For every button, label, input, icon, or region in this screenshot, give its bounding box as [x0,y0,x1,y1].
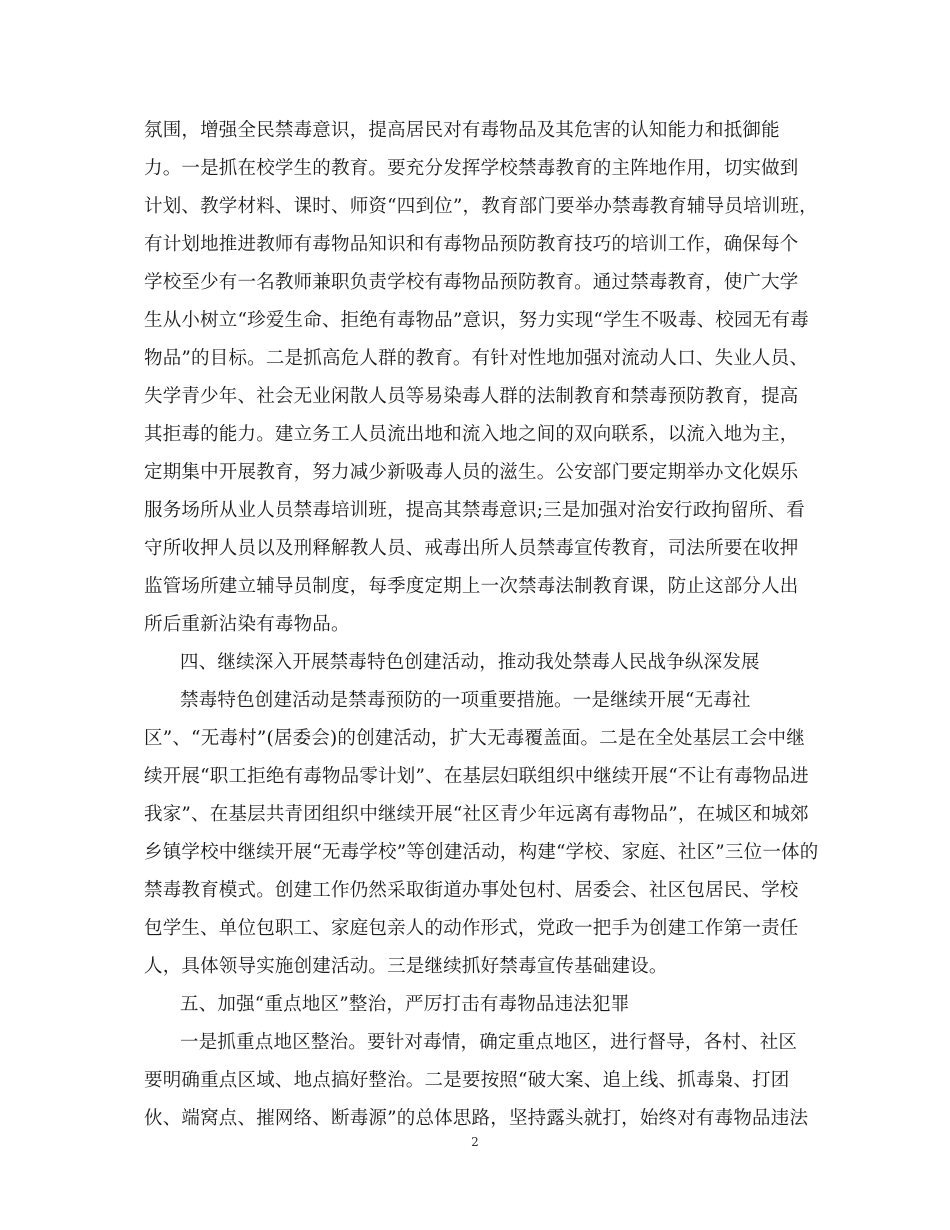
text-line: 有计划地推进教师有毒物品知识和有毒物品预防教育技巧的培训工作，确保每个 [144,234,799,255]
text-line: 服务场所从业人员禁毒培训班，提高其禁毒意识;三是加强对治安行政拘留所、看 [144,500,805,521]
text-line: 要明确重点区域、地点搞好整治。二是要按照“破大案、追上线、抓毒枭、打团 [144,1070,790,1091]
text-line: 一是抓重点地区整治。要针对毒情，确定重点地区，进行督导，各村、社区 [180,1032,798,1053]
page-number: 2 [471,1135,479,1149]
text-line: 我家”、在基层共青团组织中继续开展“社区青少年远离有毒物品”，在城区和城郊 [144,804,809,825]
section-heading-four: 四、继续深入开展禁毒特色创建活动，推动我处禁毒人民战争纵深发展 [180,652,760,673]
text-line: 禁毒教育模式。创建工作仍然采取街道办事处包村、居委会、社区包居民、学校 [144,880,799,901]
text-line: 守所收押人员以及刑释解教人员、戒毒出所人员禁毒宣传教育，司法所要在收押 [144,538,799,559]
text-line: 生从小树立“珍爱生命、拒绝有毒物品”意识，努力实现“学生不吸毒、校园无有毒 [144,310,809,331]
text-line: 力。一是抓在校学生的教育。要充分发挥学校禁毒教育的主阵地作用，切实做到 [144,158,799,179]
text-line: 定期集中开展教育，努力减少新吸毒人员的滋生。公安部门要定期举办文化娱乐 [144,462,799,483]
text-line: 学校至少有一名教师兼职负责学校有毒物品预防教育。通过禁毒教育，使广大学 [144,272,799,293]
text-line: 监管场所建立辅导员制度，每季度定期上一次禁毒法制教育课，防止这部分人出 [144,576,799,597]
text-line: 续开展“职工拒绝有毒物品零计划”、在基层妇联组织中继续开展“不让有毒物品进 [144,766,809,787]
text-line: 区”、“无毒村”(居委会)的创建活动，扩大无毒覆盖面。二是在全处基层工会中继 [144,728,805,749]
section-heading-five: 五、加强“重点地区”整治，严厉打击有毒物品违法犯罪 [180,994,630,1015]
text-line: 计划、教学材料、课时、师资“四到位”，教育部门要举办禁毒教育辅导员培训班， [144,196,818,217]
text-line: 人，具体领导实施创建活动。三是继续抓好禁毒宣传基础建设。 [144,956,668,977]
text-line: 氛围，增强全民禁毒意识，提高居民对有毒物品及其危害的认知能力和抵御能 [144,120,780,141]
text-line: 所后重新沾染有毒物品。 [144,614,350,635]
text-line: 包学生、单位包职工、家庭包亲人的动作形式，党政一把手为创建工作第一责任 [144,918,799,939]
text-line: 伙、端窝点、摧网络、断毒源”的总体思路，坚持露头就打，始终对有毒物品违法 [144,1108,809,1129]
text-line: 其拒毒的能力。建立务工人员流出地和流入地之间的双向联系，以流入地为主， [144,424,799,445]
text-line: 失学青少年、社会无业闲散人员等易染毒人群的法制教育和禁毒预防教育，提高 [144,386,799,407]
text-line: 乡镇学校中继续开展“无毒学校”等创建活动，构建“学校、家庭、社区”三位一体的 [144,842,819,863]
text-line: 物品”的目标。二是抓高危人群的教育。有针对性地加强对流动人口、失业人员、 [144,348,809,369]
text-line: 禁毒特色创建活动是禁毒预防的一项重要措施。一是继续开展“无毒社 [180,690,751,711]
